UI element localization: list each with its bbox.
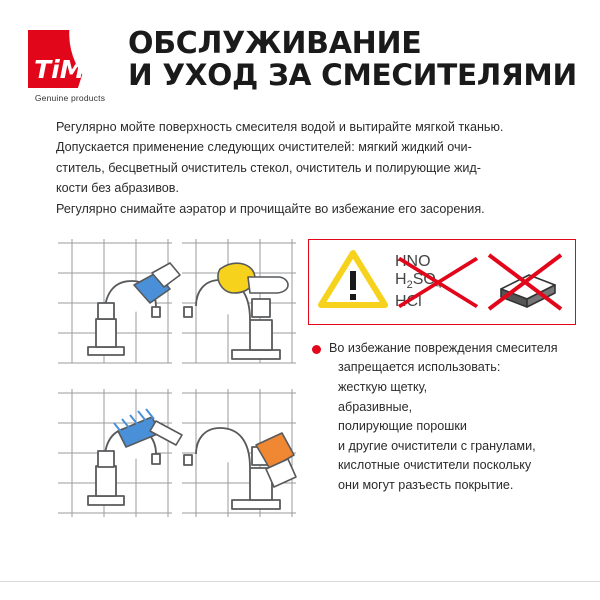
intro-line-3: ститель, бесцветный очиститель стекол, очиститель и полирующие жид- xyxy=(56,160,481,175)
warning-line-3: жесткую щетку, xyxy=(338,379,428,394)
chemical-formulas xyxy=(393,253,483,312)
content-area xyxy=(0,233,600,533)
title-line-1: ОБСЛУЖИВАНИЕ xyxy=(128,26,422,61)
warning-line-7: кислотные очистители поскольку xyxy=(338,458,532,473)
formula-line-2: $H_2SO_4$ xyxy=(395,271,442,292)
warning-triangle-svg xyxy=(317,247,389,311)
faucet-cleaning-illustration xyxy=(52,233,302,523)
page-title xyxy=(118,26,582,92)
warning-line-6: и другие очистители с гранулами, xyxy=(338,438,536,453)
logo-wordmark: TiMO xyxy=(34,55,106,84)
prohibited-substances-box xyxy=(308,239,576,325)
illustration-svg xyxy=(52,233,302,523)
logo-tagline: Genuine products xyxy=(34,93,106,103)
warning-line-1: Во избежание повреждения смесителя xyxy=(329,340,558,355)
abrasive-sponge-icon xyxy=(483,245,567,319)
sponge-svg xyxy=(483,245,567,319)
intro-line-1: Регулярно мойте поверхность смесителя водой и вытирайте мягкой тканью. xyxy=(56,120,504,134)
warning-column xyxy=(308,239,576,495)
warning-text-block xyxy=(308,339,576,495)
formula-line-1: HNO xyxy=(395,252,431,270)
intro-line-2: Допускается применение следующих очистителей: мягкий жидкий очи- xyxy=(56,140,472,155)
formula-line-3: HCl xyxy=(395,292,422,310)
warning-line-5: полирующие порошки xyxy=(338,419,467,434)
intro-line-4: кости без абразивов. xyxy=(56,181,179,196)
warning-line-2: запрещается использовать: xyxy=(338,360,501,375)
intro-line-5: Регулярно снимайте аэратор и прочищайте во избежание его засорения. xyxy=(56,201,485,216)
logo-mark-icon xyxy=(28,30,112,88)
bullet-dot-icon xyxy=(312,345,321,354)
warning-line-4: абразивные, xyxy=(338,399,413,414)
brand-logo xyxy=(22,26,118,103)
page-header xyxy=(0,0,600,103)
title-line-2: И УХОД ЗА СМЕСИТЕЛЯМИ xyxy=(128,58,577,93)
warning-line-8: они могут разъесть покрытие. xyxy=(338,477,514,492)
intro-paragraph xyxy=(56,117,578,219)
footer-divider xyxy=(0,581,600,582)
warning-triangle-icon xyxy=(317,247,393,316)
